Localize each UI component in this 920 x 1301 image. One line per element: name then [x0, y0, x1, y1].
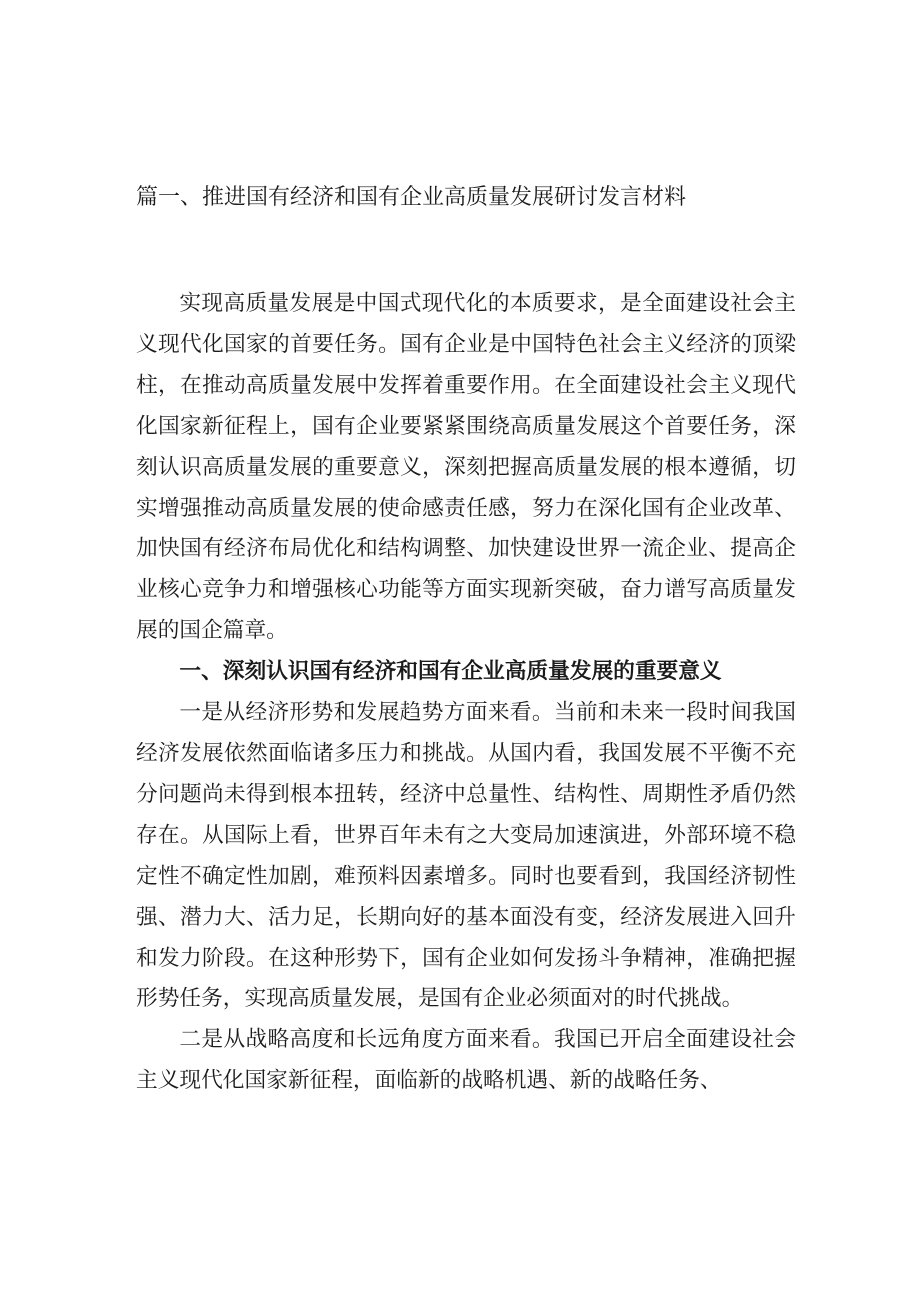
document-title: 篇一、推进国有经济和国有企业高质量发展研讨发言材料 [136, 185, 687, 210]
document-body [136, 284, 796, 1102]
body-paragraph: 一是从经济形势和发展趋势方面来看。当前和未来一段时间我国经济发展依然面临诸多压力和挑战。从国内看，我国发展不平衡不充分问题尚未得到根本扭转，经济中总量性、结构性、周期性矛盾仍然存在。从国际上看，世界百年未有之大变局加速演进，外部环境不稳定性不确定性加剧，难预料因素增多。同时也要看到，我国经济韧性强、潜力大、活力足，长期向好的基本面没有变，经济发展进入回升和发力阶段。在这种形势下，国有企业如何发扬斗争精神，准确把握形势任务，实现高质量发展，是国有企业必须面对的时代挑战。 [136, 700, 796, 1012]
body-paragraph: 二是从战略高度和长远角度方面来看。我国已开启全面建设社会主义现代化国家新征程，面临新的战略机遇、新的战略任务、 [136, 1027, 796, 1094]
intro-paragraph: 实现高质量发展是中国式现代化的本质要求，是全面建设社会主义现代化国家的首要任务。国有企业是中国特色社会主义经济的顶梁柱，在推动高质量发展中发挥着重要作用。在全面建设社会主义现代化国家新征程上，国有企业要紧紧围绕高质量发展这个首要任务，深刻认识高质量发展的重要意义，深刻把握高质量发展的根本遵循，切实增强推动高质量发展的使命感责任感，努力在深化国有企业改革、加快国有经济布局优化和结构调整、加快建设世界一流企业、提高企业核心竞争力和增强核心功能等方面实现新突破，奋力谱写高质量发展的国企篇章。 [136, 291, 796, 644]
section-heading: 一、深刻认识国有经济和国有企业高质量发展的重要意义 [179, 659, 722, 685]
